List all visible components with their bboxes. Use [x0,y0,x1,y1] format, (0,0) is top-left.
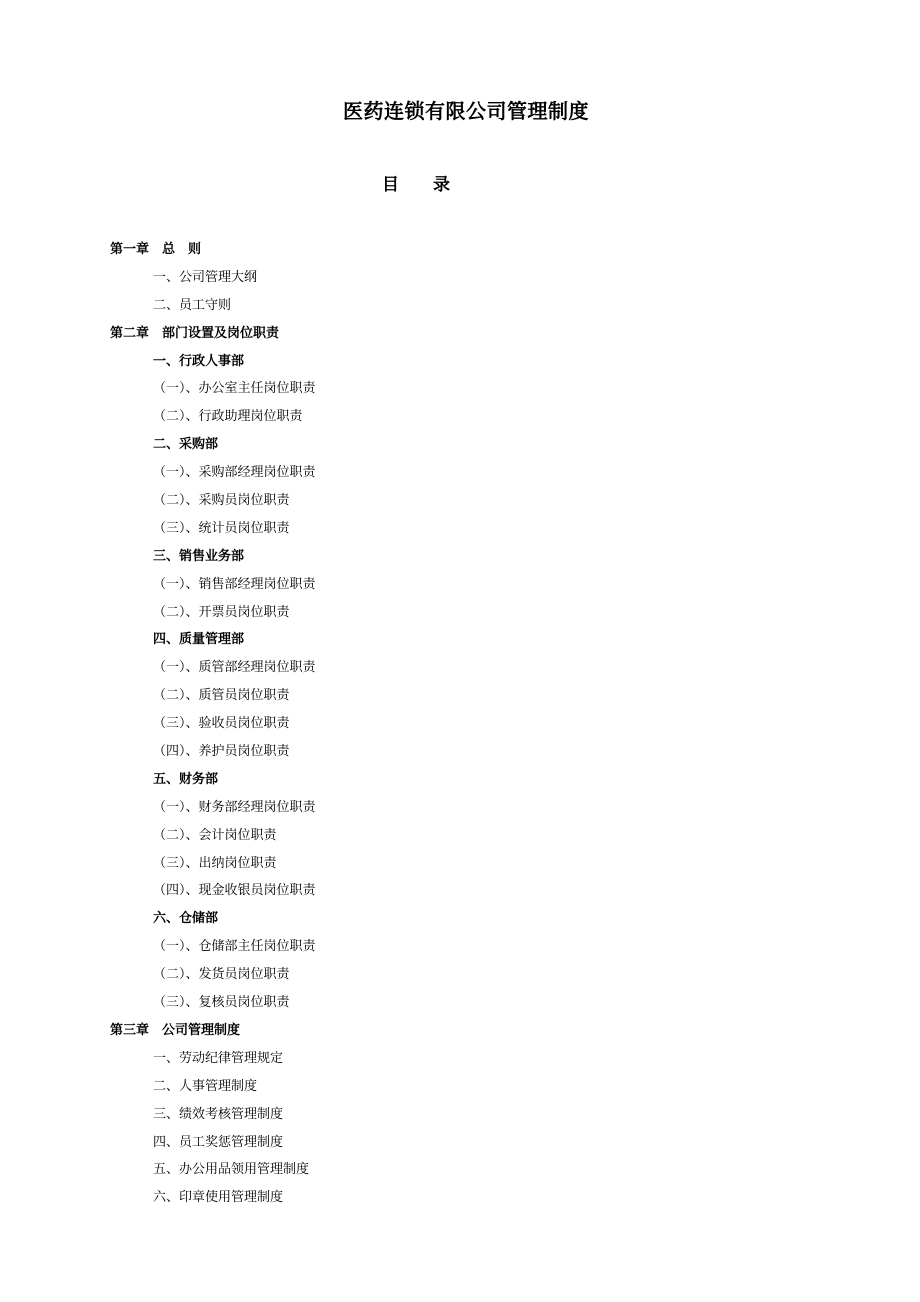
toc-entry-chapter[interactable]: 第二章 部门设置及岗位职责 [110,325,280,341]
toc-entry-section[interactable]: 二、人事管理制度 [153,1078,258,1094]
toc-entry-item[interactable]: （四）、养护员岗位职责 [153,744,290,760]
toc-entry-section[interactable]: 三、销售业务部 [153,548,245,564]
toc-entry-section[interactable]: 五、办公用品领用管理制度 [153,1162,310,1178]
toc-entry-item[interactable]: （二）、采购员岗位职责 [153,493,290,509]
toc-entry-section[interactable]: 二、员工守则 [153,297,232,313]
toc-entry-chapter[interactable]: 第一章 总 则 [110,242,202,257]
toc-entry-item[interactable]: （二）、行政助理岗位职责 [153,409,303,425]
toc-entry-item[interactable]: （三）、统计员岗位职责 [153,520,290,536]
toc-entry-item[interactable]: （二）、开票员岗位职责 [153,604,290,620]
toc-entry-section[interactable]: 四、员工奖惩管理制度 [153,1134,284,1150]
toc-entry-section[interactable]: 六、仓储部 [153,911,219,927]
toc-entry-item[interactable]: （二）、质管员岗位职责 [153,688,290,704]
toc-entry-section[interactable]: 二、采购部 [153,437,219,453]
document-title: 医药连锁有限公司管理制度 [343,99,589,123]
toc-entry-section[interactable]: 一、行政人事部 [153,353,245,369]
toc-entry-item[interactable]: （一）、办公室主任岗位职责 [153,381,316,397]
toc-entry-item[interactable]: （一）、质管部经理岗位职责 [153,660,316,676]
toc-entry-section[interactable]: 一、公司管理大纲 [153,269,258,285]
toc-entry-item[interactable]: （三）、出纳岗位职责 [153,855,277,871]
toc-entry-item[interactable]: （一）、仓储部主任岗位职责 [153,939,316,955]
toc-entry-chapter[interactable]: 第三章 公司管理制度 [110,1022,241,1038]
toc-entry-section[interactable]: 一、劳动纪律管理规定 [153,1050,284,1066]
toc-entry-section[interactable]: 四、质量管理部 [153,632,245,648]
toc-entry-item[interactable]: （一）、财务部经理岗位职责 [153,799,316,815]
toc-entry-item[interactable]: （二）、发货员岗位职责 [153,967,290,983]
toc-entry-section[interactable]: 三、绩效考核管理制度 [153,1106,284,1122]
toc-entry-item[interactable]: （二）、会计岗位职责 [153,827,277,843]
toc-entry-section[interactable]: 六、印章使用管理制度 [153,1190,284,1206]
toc-entry-item[interactable]: （一）、销售部经理岗位职责 [153,576,316,592]
table-of-contents [0,236,920,1212]
toc-heading: 目 录 [382,175,450,195]
toc-entry-item[interactable]: （一）、采购部经理岗位职责 [153,465,316,481]
toc-entry-section[interactable]: 五、财务部 [153,771,219,787]
toc-entry-item[interactable]: （三）、验收员岗位职责 [153,716,290,732]
toc-entry-item[interactable]: （三）、复核员岗位职责 [153,995,290,1011]
toc-entry-item[interactable]: （四）、现金收银员岗位职责 [153,883,316,899]
